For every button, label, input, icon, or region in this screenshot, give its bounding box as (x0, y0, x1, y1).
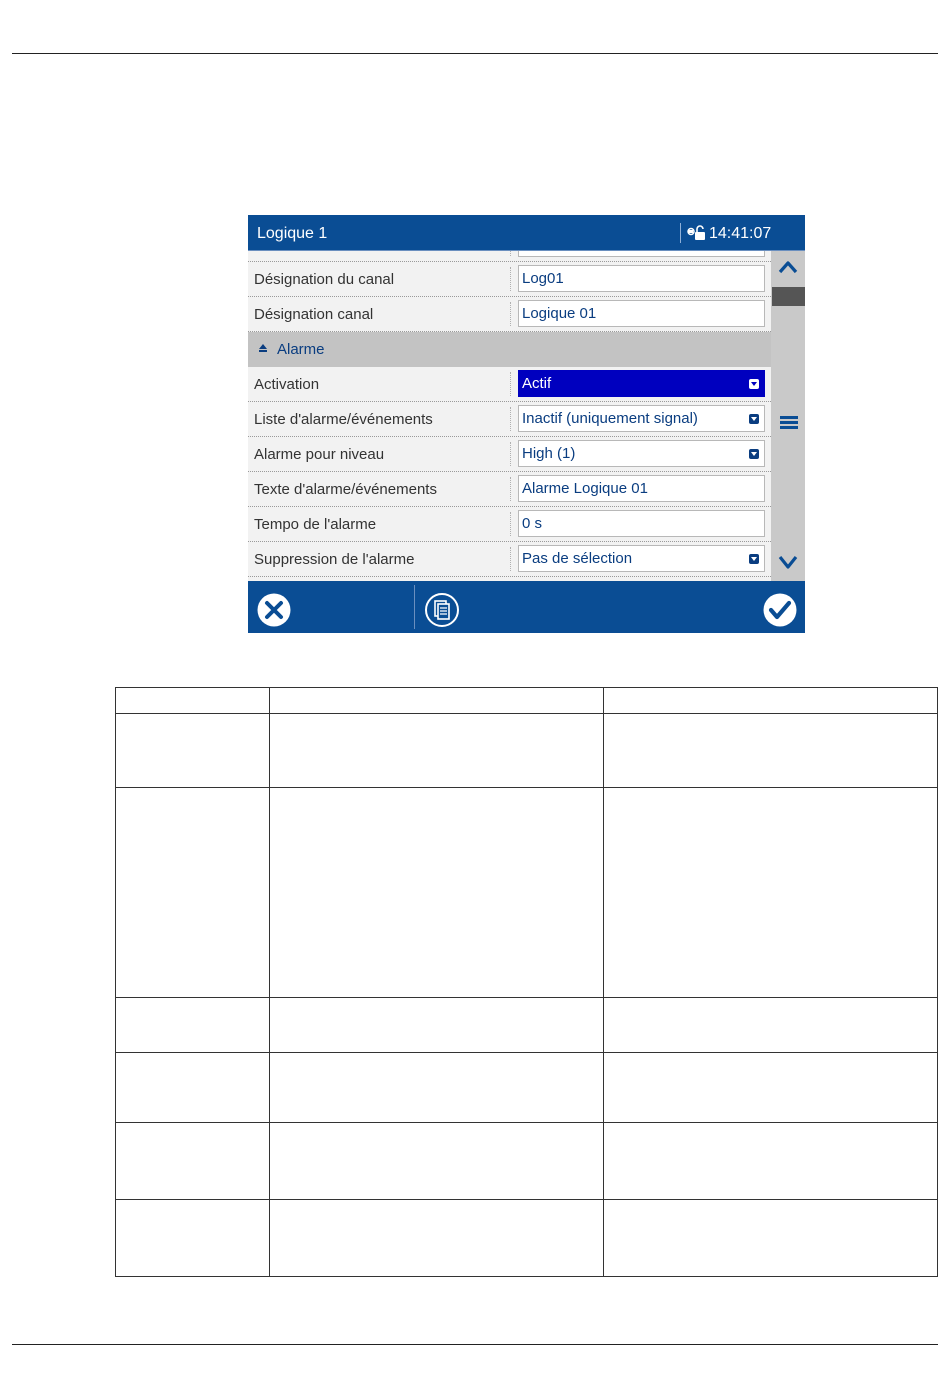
alarm-delay-field[interactable] (518, 510, 765, 537)
row-label: Désignation canal (254, 306, 374, 323)
page-footer-rule (12, 1344, 938, 1345)
field-value: Actif (522, 375, 552, 392)
column-separator (510, 442, 511, 466)
row-label: Activation (254, 376, 320, 393)
alarm-level-select[interactable] (518, 440, 765, 467)
dropdown-arrow-icon (749, 554, 759, 564)
collapse-triangle-icon (258, 343, 268, 353)
scroll-thumb[interactable] (772, 287, 805, 306)
documents-icon[interactable] (424, 592, 460, 628)
section-label: Alarme (277, 341, 325, 358)
row-alarm-level[interactable] (248, 437, 771, 472)
row-alarm-suppression[interactable] (248, 542, 771, 577)
table-column-divider (269, 688, 270, 1276)
field-value: Log01 (522, 270, 564, 287)
row-label: Désignation du canal (254, 271, 395, 288)
chevron-down-icon[interactable] (771, 546, 805, 580)
close-circle-icon[interactable] (256, 592, 292, 628)
page-header-rule (12, 53, 938, 54)
column-separator (510, 512, 511, 536)
table-row-divider (116, 1052, 937, 1053)
table-row-divider (116, 1122, 937, 1123)
activation-select[interactable] (518, 370, 765, 397)
channel-name-field[interactable] (518, 300, 765, 327)
row-label: Liste d'alarme/événements (254, 411, 433, 428)
section-header-alarm[interactable] (248, 332, 771, 367)
row-label: Tempo de l'alarme (254, 516, 377, 533)
row-alarm-text[interactable] (248, 472, 771, 507)
table-column-divider (603, 688, 604, 1276)
field-value: Alarme Logique 01 (522, 480, 648, 497)
alarm-suppression-select[interactable] (518, 545, 765, 572)
clock: 14:41:07 (709, 225, 772, 242)
column-separator (510, 547, 511, 571)
field-value: 0 s (522, 515, 543, 532)
scrollbar[interactable] (771, 251, 805, 581)
row-label: Alarme pour niveau (254, 446, 385, 463)
column-separator (510, 372, 511, 396)
list-item-partial (248, 251, 771, 262)
column-separator (510, 302, 511, 326)
channel-designation-field[interactable] (518, 265, 765, 292)
column-separator (510, 477, 511, 501)
menu-icon[interactable] (771, 405, 805, 439)
table-row-divider (116, 997, 937, 998)
column-separator (510, 251, 511, 256)
bottom-toolbar (248, 581, 805, 633)
row-activation[interactable] (248, 367, 771, 402)
dropdown-arrow-icon (749, 414, 759, 424)
table-row-divider (116, 1199, 937, 1200)
partial-value-field[interactable] (518, 251, 765, 257)
toolbar-separator (414, 585, 415, 629)
row-label: Suppression de l'alarme (254, 551, 415, 568)
row-alarm-delay[interactable] (248, 507, 771, 542)
window-title: Logique 1 (257, 225, 328, 242)
alarm-event-list-select[interactable] (518, 405, 765, 432)
chevron-up-icon[interactable] (771, 251, 805, 285)
table-row-divider (116, 787, 937, 788)
field-value: Logique 01 (522, 305, 597, 322)
table-row-divider (116, 713, 937, 714)
field-value: Pas de sélection (522, 550, 633, 567)
dropdown-arrow-icon (749, 379, 759, 389)
field-value: High (1) (522, 445, 576, 462)
row-channel-name[interactable] (248, 297, 771, 332)
row-channel-designation[interactable] (248, 262, 771, 297)
alarm-text-field[interactable] (518, 475, 765, 502)
title-bar (248, 215, 805, 251)
unlocked-padlock-icon (687, 224, 707, 242)
column-separator (510, 267, 511, 291)
column-separator (510, 407, 511, 431)
title-separator (680, 223, 681, 243)
device-screen (248, 215, 805, 633)
empty-table (115, 687, 938, 1277)
dropdown-arrow-icon (749, 449, 759, 459)
row-alarm-event-list[interactable] (248, 402, 771, 437)
parameter-list (248, 251, 771, 581)
field-value: Inactif (uniquement signal) (522, 410, 698, 427)
checkmark-circle-icon[interactable] (762, 592, 798, 628)
row-label: Texte d'alarme/événements (254, 481, 437, 498)
